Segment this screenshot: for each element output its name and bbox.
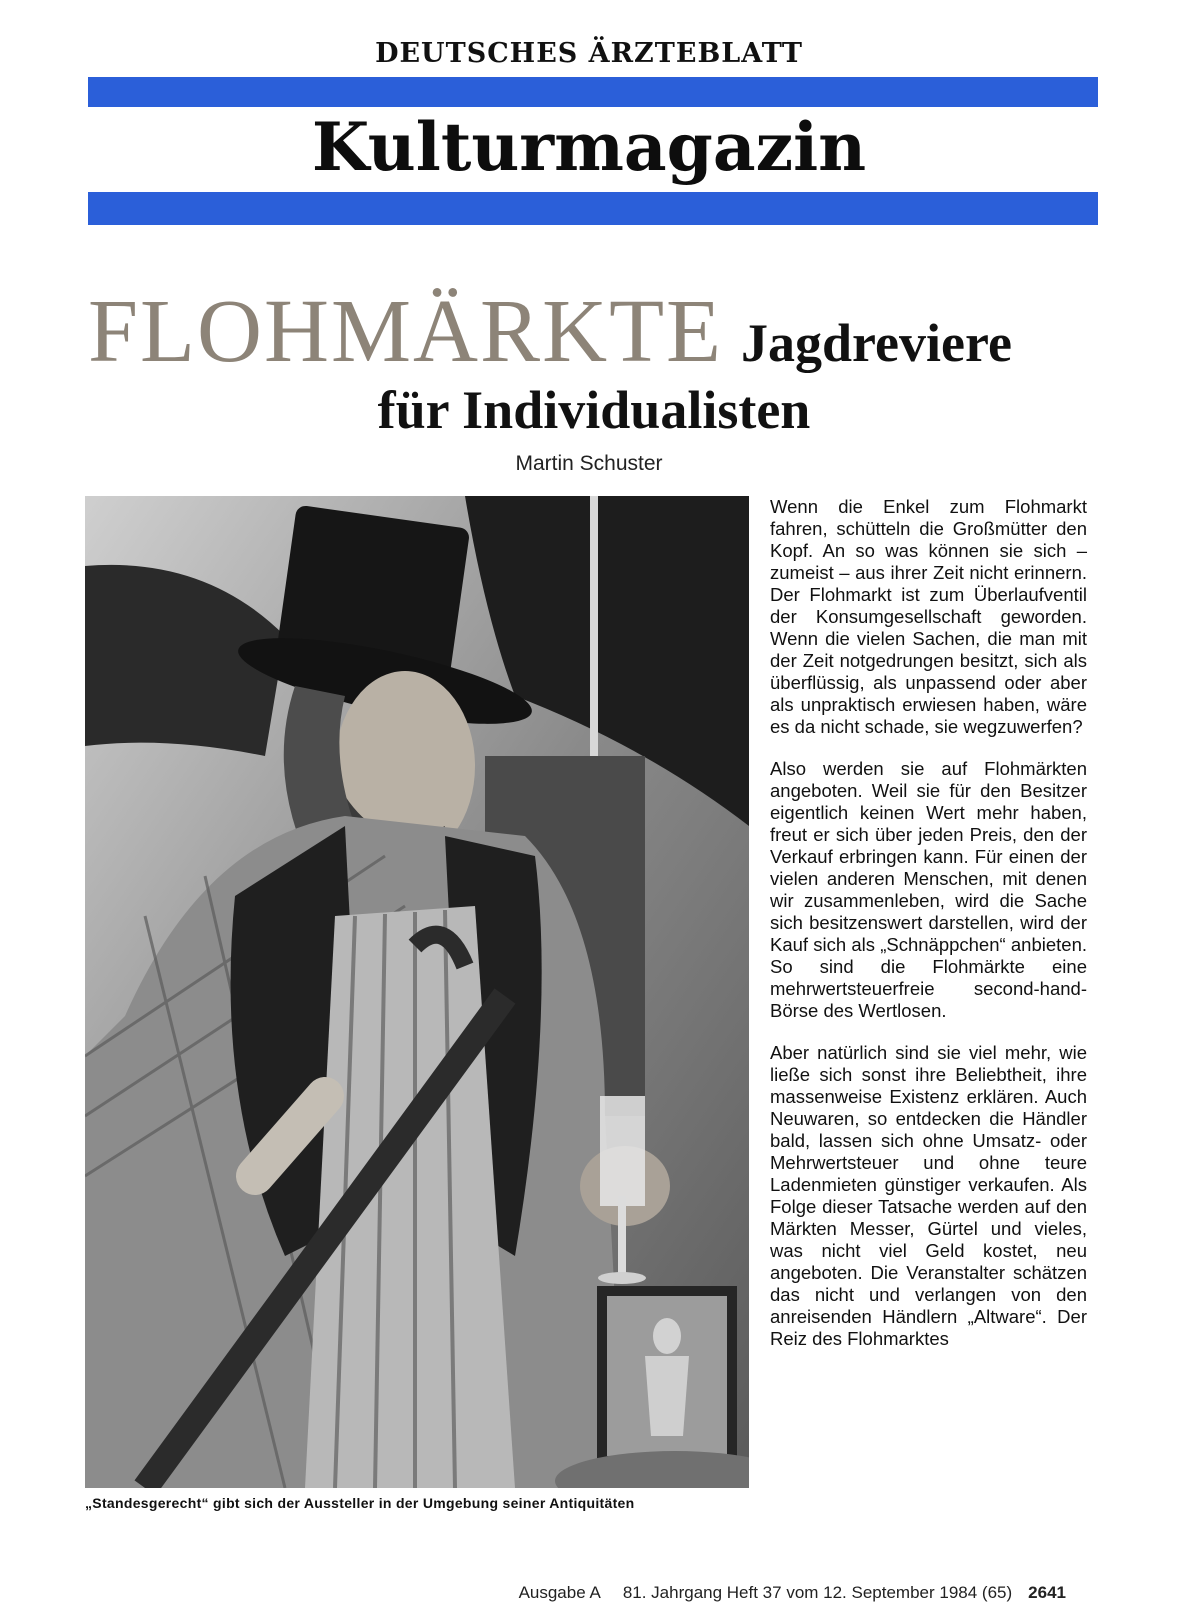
- paragraph-1: Wenn die Enkel zum Flohmarkt fahren, schütteln die Großmütter den Kopf. An so was können sie sich – zumeist – aus ihrer Zeit nicht erinnern. Der Flohmarkt ist zum Überlaufventil der Konsumgesellschaft geworden. Wenn die vielen Sachen, die man mit der Zeit notgedrungen besitzt, sich als überflüssig, als unpassend oder aber als unpraktisch erwiesen haben, wäre es da nicht schade, sie wegzuwerfen?: [770, 496, 1087, 737]
- bottom-blue-bar: [88, 192, 1098, 225]
- headline-kicker: FLOHMÄRKTE: [88, 282, 724, 381]
- article-body: [770, 496, 1087, 1370]
- byline: Martin Schuster: [515, 452, 663, 475]
- paragraph-2: Also werden sie auf Flohmärkten angeboten. Weil sie für den Besitzer eigentlich keinen Wert mehr haben, freut er sich über jeden Preis, den der Verkauf erbringen kann. Für einen der vielen anderen Menschen, mit denen wir zusammenleben, wird die Sache sich besitzenswert darstellen, wird der Kauf sich als „Schnäppchen“ anbieten. So sind die Flohmärkte eine mehrwertsteuerfreie second-hand-Börse des Wertlosen.: [770, 758, 1087, 1021]
- page-number: 2641: [1028, 1583, 1066, 1602]
- paragraph-3: Aber natürlich sind sie viel mehr, wie ließe sich sonst ihre Beliebtheit, ihre massenweise Existenz erklären. Auch Neuwaren, so entdecken die Händler bald, lassen sich ohne Umsatz- oder Mehrwertsteuer und ohne teure Ladenmieten günstiger verkaufen. Als Folge dieser Tatsache werden auf den Märkten Messer, Gürtel und vieles, was nicht viel Geld kostet, neu angeboten. Die Veranstalter schätzen das nicht und verlangen von den anreisenden Händlern „Altware“. Der Reiz des Flohmarktes: [770, 1042, 1087, 1349]
- masthead: DEUTSCHES ÄRZTEBLATT: [375, 38, 803, 69]
- headline-line2: für Individualisten: [377, 380, 811, 440]
- section-title: Kulturmagazin: [311, 108, 867, 186]
- photo-caption: „Standesgerecht“ gibt sich der Aussteller in der Umgebung seiner Antiquitäten: [85, 1495, 635, 1511]
- footer-issue: 81. Jahrgang Heft 37 vom 12. September 1984 (65): [622, 1583, 1013, 1602]
- footer-edition: Ausgabe A: [518, 1583, 601, 1602]
- headline-line1: Jagdreviere: [741, 313, 1012, 373]
- article-photo: [85, 496, 749, 1488]
